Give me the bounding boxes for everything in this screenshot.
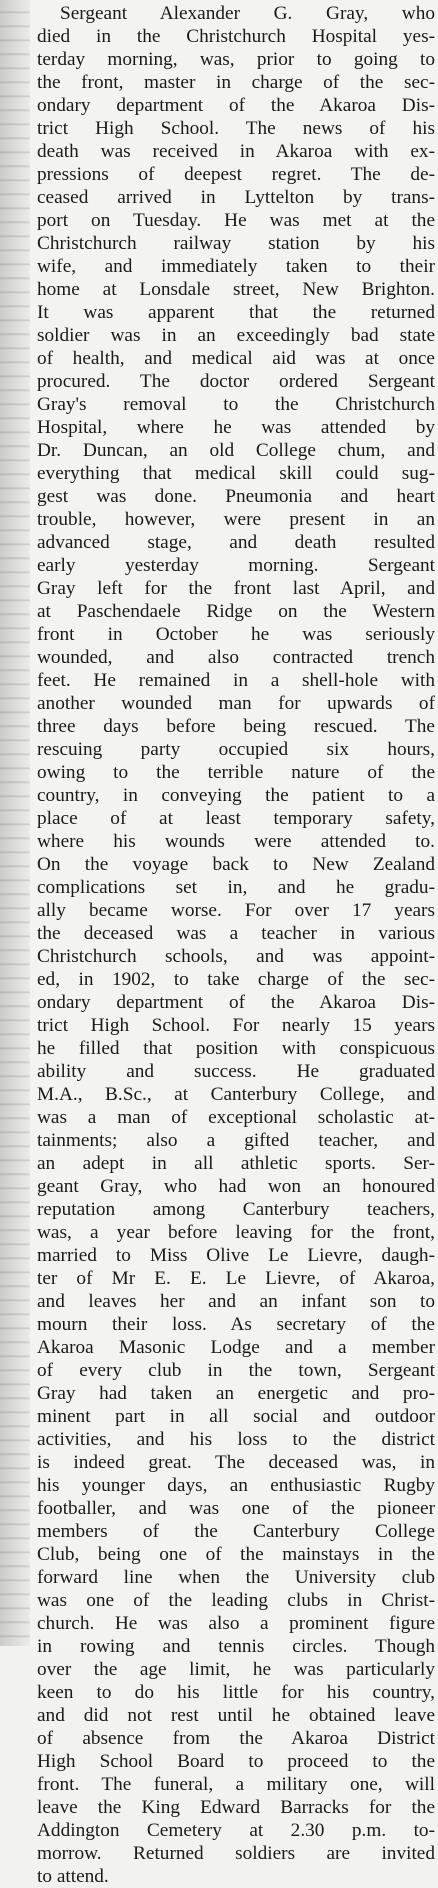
article-line: over the age limit, he was particularly	[37, 1659, 435, 1680]
article-line: another wounded man for upwards of	[37, 693, 435, 714]
article-line: On the voyage back to New Zealand	[37, 854, 435, 875]
article-line: ondary department of the Akaroa Dis-	[37, 95, 435, 116]
article-line: Gray left for the front last April, and	[37, 578, 435, 599]
article-line: reputation among Canterbury teachers,	[37, 1199, 435, 1220]
article-line: wounded, and also contracted trench	[37, 647, 435, 668]
article-line: of absence from the Akaroa District	[37, 1728, 435, 1749]
article-line: front in October he was seriously	[37, 624, 435, 645]
article-line: to attend.	[37, 1866, 109, 1887]
article-line: Addington Cemetery at 2.30 p.m. to-	[37, 1820, 435, 1841]
article-line: his younger days, an enthusiastic Rugby	[37, 1475, 435, 1496]
article-line: at Paschendaele Ridge on the Western	[37, 601, 435, 622]
article-line: morrow. Returned soldiers are invited	[37, 1843, 435, 1864]
article-line: wife, and immediately taken to their	[37, 256, 435, 277]
article-line: home at Lonsdale street, New Brighton.	[37, 279, 435, 300]
article-line: Sergeant Alexander G. Gray, who	[60, 3, 435, 24]
article-line: is indeed great. The deceased was, in	[37, 1452, 435, 1473]
article-line: High School Board to proceed to the	[37, 1751, 435, 1772]
article-line: forward line when the University club	[37, 1567, 435, 1588]
article-line: ceased arrived in Lyttelton by trans-	[37, 187, 435, 208]
article-line: Akaroa Masonic Lodge and a member	[37, 1337, 435, 1358]
article-line: ed, in 1902, to take charge of the sec-	[37, 969, 435, 990]
article-line: feet. He remained in a shell-hole with	[37, 670, 435, 691]
article-line: advanced stage, and death resulted	[37, 532, 435, 553]
article-line: owing to the terrible nature of the	[37, 762, 435, 783]
article-line: Christchurch railway station by his	[37, 233, 435, 254]
article-line: everything that medical skill could sug-	[37, 463, 435, 484]
article-line: terday morning, was, prior to going to	[37, 49, 435, 70]
article-line: mourn their loss. As secretary of the	[37, 1314, 435, 1335]
article-line: trict High School. The news of his	[37, 118, 435, 139]
article-line: country, in conveying the patient to a	[37, 785, 435, 806]
article-line: ability and success. He graduated	[37, 1061, 435, 1082]
article-line: members of the Canterbury College	[37, 1521, 435, 1542]
article-line: minent part in all social and outdoor	[37, 1406, 435, 1427]
article-line: three days before being rescued. The	[37, 716, 435, 737]
article-line: Hospital, where he was attended by	[37, 417, 435, 438]
article-line: of health, and medical aid was at once	[37, 348, 435, 369]
article-line: Christchurch schools, and was appoint-	[37, 946, 435, 967]
article-line: was one of the leading clubs in Christ-	[37, 1590, 435, 1611]
article-line: Club, being one of the mainstays in the	[37, 1544, 435, 1565]
article-line: rescuing party occupied six hours,	[37, 739, 435, 760]
article-line: and did not rest until he obtained leave	[37, 1705, 435, 1726]
article-line: the deceased was a teacher in various	[37, 923, 435, 944]
column-margin-edge	[0, 0, 30, 1646]
article-line: died in the Christchurch Hospital yes-	[37, 26, 435, 47]
article-line: trouble, however, were present in an	[37, 509, 435, 530]
article-line: activities, and his loss to the district	[37, 1429, 435, 1450]
article-line: ter of Mr E. E. Le Lievre, of Akaroa,	[37, 1268, 435, 1289]
article-line: tainments; also a gifted teacher, and	[37, 1130, 435, 1151]
article-line: Gray had taken an energetic and pro-	[37, 1383, 435, 1404]
article-line: keen to do his little for his country,	[37, 1682, 435, 1703]
article-line: an adept in all athletic sports. Ser-	[37, 1153, 435, 1174]
article-line: was, a year before leaving for the front,	[37, 1222, 435, 1243]
article-line: of every club in the town, Sergeant	[37, 1360, 435, 1381]
article-line: port on Tuesday. He was met at the	[37, 210, 435, 231]
article-line: Gray's removal to the Christchurch	[37, 394, 435, 415]
article-line: gest was done. Pneumonia and heart	[37, 486, 435, 507]
article-line: It was apparent that the returned	[37, 302, 435, 323]
article-line: ondary department of the Akaroa Dis-	[37, 992, 435, 1013]
article-line: where his wounds were attended to.	[37, 831, 435, 852]
article-line: complications set in, and he gradu-	[37, 877, 435, 898]
article-line: soldier was in an exceedingly bad state	[37, 325, 435, 346]
article-line: leave the King Edward Barracks for the	[37, 1797, 435, 1818]
article-line: front. The funeral, a military one, will	[37, 1774, 435, 1795]
article-line: in rowing and tennis circles. Though	[37, 1636, 435, 1657]
article-line: early yesterday morning. Sergeant	[37, 555, 435, 576]
article-line: he filled that position with conspicuous	[37, 1038, 435, 1059]
article-line: death was received in Akaroa with ex-	[37, 141, 435, 162]
article-line: and leaves her and an infant son to	[37, 1291, 435, 1312]
article-line: ally became worse. For over 17 years	[37, 900, 435, 921]
article-line: procured. The doctor ordered Sergeant	[37, 371, 435, 392]
article-line: was a man of exceptional scholastic at-	[37, 1107, 435, 1128]
article-line: trict High School. For nearly 15 years	[37, 1015, 435, 1036]
article-line: Dr. Duncan, an old College chum, and	[37, 440, 435, 461]
article-line: church. He was also a prominent figure	[37, 1613, 435, 1634]
article-line: pressions of deepest regret. The de-	[37, 164, 435, 185]
article-line: geant Gray, who had won an honoured	[37, 1176, 435, 1197]
article-column	[37, 2, 435, 1887]
article-line: footballer, and was one of the pioneer	[37, 1498, 435, 1519]
article-line: place of at least temporary safety,	[37, 808, 435, 829]
article-line: married to Miss Olive Le Lievre, daugh-	[37, 1245, 435, 1266]
article-line: the front, master in charge of the sec-	[37, 72, 435, 93]
article-line: M.A., B.Sc., at Canterbury College, and	[37, 1084, 435, 1105]
